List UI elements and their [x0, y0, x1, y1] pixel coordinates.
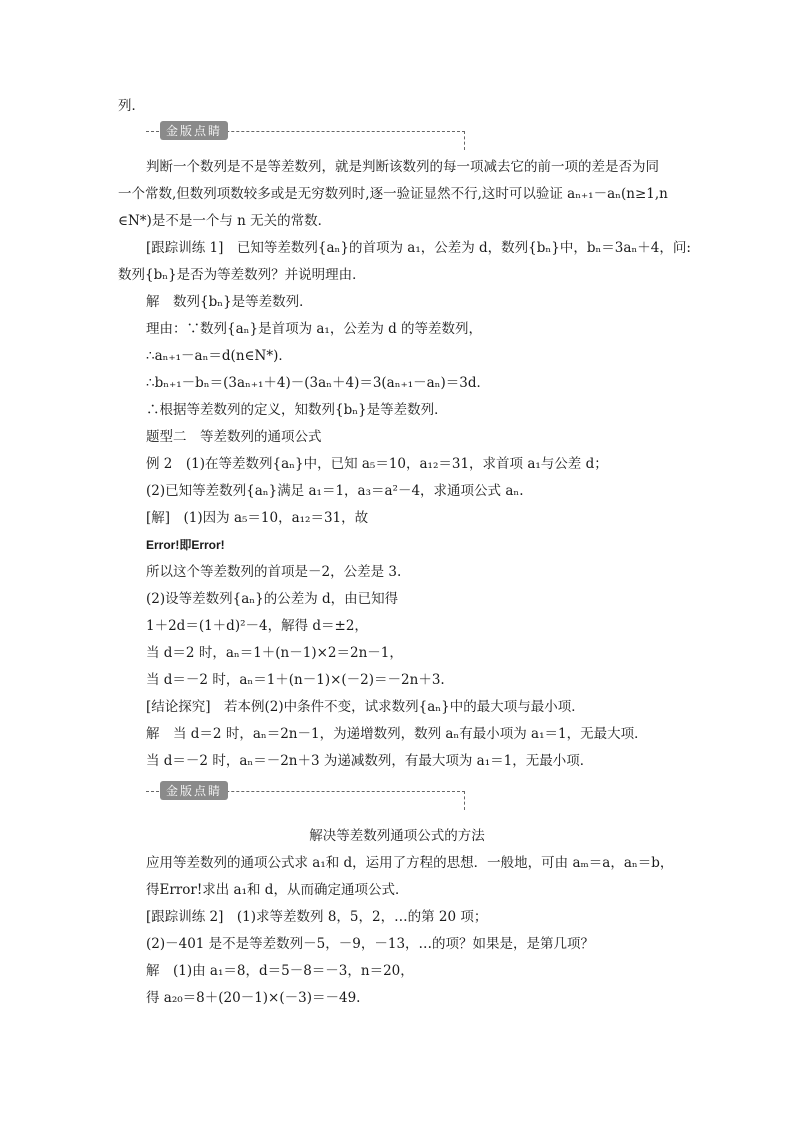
text-line: 当 d＝－2 时，aₙ＝1＋(n－1)×(－2)＝－2n＋3.	[146, 672, 445, 688]
text-line: 当 d＝－2 时，aₙ＝－2n＋3 为递减数列，有最大项为 a₁＝1，无最小项．	[146, 753, 594, 769]
text-line: 一个常数,但数列项数较多或是无穷数列时,逐一验证显然不行,这时可以验证 aₙ₊₁－aₙ(n≥1,n	[118, 186, 668, 202]
text-line: 解 数列{bₙ}是等差数列．	[146, 294, 313, 310]
error-text: Error!即Error!	[146, 538, 225, 552]
text-line: 理由：∵数列{aₙ}是首项为 a₁，公差为 d 的等差数列，	[146, 321, 483, 337]
tip-box-label: 金版点睛	[160, 781, 228, 800]
text-line: 应用等差数列的通项公式求 a₁和 d，运用了方程的思想．一般地，可由 aₘ＝a，aₙ＝b，	[146, 855, 674, 871]
tip-heading: 解决等差数列通项公式的方法	[309, 828, 485, 844]
text-line: (2)－401 是不是等差数列－5，－9，－13，…的项？如果是，是第几项？	[146, 936, 595, 952]
text-line: [跟踪训练 1] 已知等差数列{aₙ}的首项为 a₁，公差为 d，数列{bₙ}中，bₙ＝3aₙ＋4，问:	[146, 240, 691, 256]
text-line: 列．	[118, 98, 145, 114]
text-line: ∈N*)是不是一个与 n 无关的常数．	[118, 213, 332, 229]
tip-box-frame	[146, 784, 465, 810]
text-line: 解 当 d＝2 时，aₙ＝2n－1，为递增数列，数列 aₙ有最小项为 a₁＝1，无最大项．	[146, 726, 648, 742]
text-line: 得 a₂₀＝8＋(20－1)×(－3)＝－49.	[146, 990, 361, 1006]
text-line: 解 (1)由 a₁＝8，d＝5－8＝－3，n＝20，	[146, 963, 414, 979]
tip-box-label: 金版点睛	[160, 121, 228, 140]
section-heading: 题型二 等差数列的通项公式	[146, 429, 322, 445]
text-line: (2)设等差数列{aₙ}的公差为 d，由已知得	[146, 591, 399, 607]
text-line: [结论探究] 若本例(2)中条件不变，试求数列{aₙ}中的最大项与最小项．	[146, 699, 585, 715]
text-line: ∴aₙ₊₁－aₙ＝d(n∈N*)．	[146, 348, 292, 364]
text-line: 判断一个数列是不是等差数列，就是判断该数列的每一项减去它的前一项的差是否为同	[146, 159, 659, 175]
text-line: ∴根据等差数列的定义，知数列{bₙ}是等差数列．	[146, 402, 448, 418]
text-line: (2)已知等差数列{aₙ}满足 a₁＝1，a₃＝a²－4，求通项公式 aₙ.	[146, 483, 524, 499]
text-line: 数列{bₙ}是否为等差数列？并说明理由．	[118, 267, 366, 283]
text-line: 得Error!求出 a₁和 d，从而确定通项公式．	[146, 882, 409, 898]
text-line: 例 2 (1)在等差数列{aₙ}中，已知 a₅＝10，a₁₂＝31，求首项 a₁与公差 d；	[146, 456, 608, 472]
text-line: [跟踪训练 2] (1)求等差数列 8，5，2，…的第 20 项；	[146, 909, 488, 925]
text-line: 所以这个等差数列的首项是－2，公差是 3.	[146, 564, 402, 580]
text-line: [解] (1)因为 a₅＝10，a₁₂＝31，故	[146, 510, 369, 526]
tip-box-frame	[146, 124, 465, 150]
text-line: 当 d＝2 时，aₙ＝1＋(n－1)×2＝2n－1，	[146, 645, 403, 661]
text-line: ∴bₙ₊₁－bₙ＝(3aₙ₊₁＋4)－(3aₙ＋4)＝3(aₙ₊₁－aₙ)＝3d．	[146, 375, 490, 391]
text-line: 1＋2d＝(1＋d)²－4，解得 d＝±2，	[146, 618, 368, 634]
